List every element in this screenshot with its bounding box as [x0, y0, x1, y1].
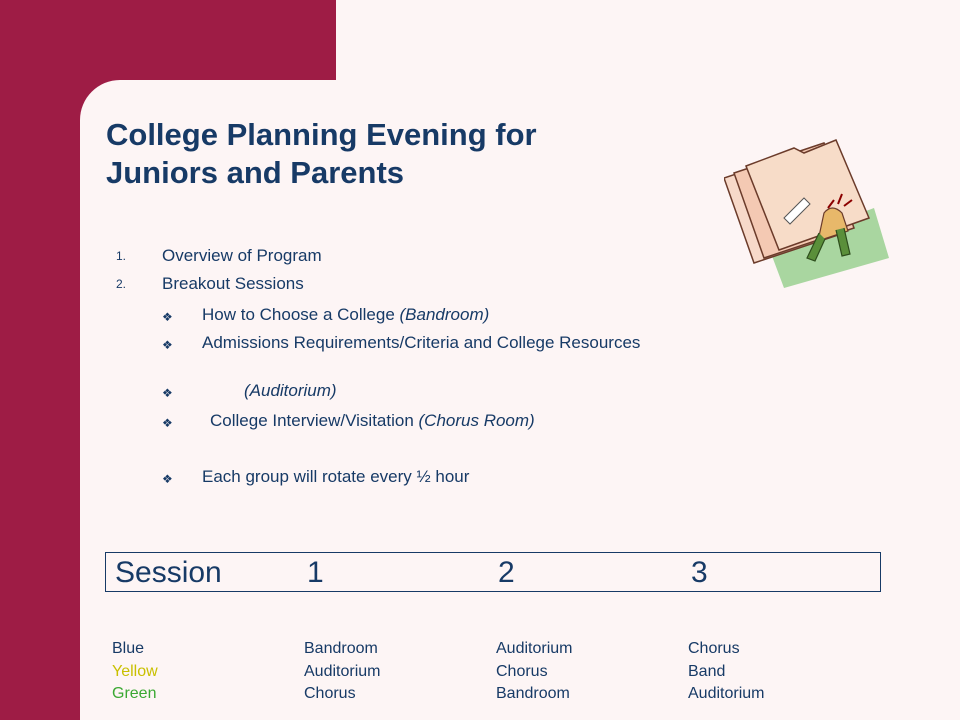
diamond-bullet-icon: ❖ [162, 472, 173, 486]
session-col-3: 3 [691, 556, 708, 589]
schedule-cell: Auditorium [688, 685, 765, 702]
diamond-bullet-icon: ❖ [162, 310, 173, 324]
schedule-cell: Chorus [304, 685, 356, 702]
group-label-green: Green [112, 685, 157, 702]
title-line-1: College Planning Evening for [106, 117, 537, 152]
bullet-text [202, 466, 469, 488]
schedule-cell: Auditorium [304, 663, 381, 680]
person-carrying-folders-clipart [724, 138, 894, 288]
bullet-text [202, 304, 489, 326]
slide-title [106, 116, 706, 192]
bullet-main: Each group will rotate every ½ hour [202, 467, 470, 486]
bullet-text [202, 332, 672, 354]
bullet-main: Admissions Requirements/Criteria and College Resources [202, 333, 641, 352]
bullet-main: College Interview/Visitation [210, 411, 419, 430]
session-header-bar [105, 552, 881, 592]
diamond-bullet-icon: ❖ [162, 338, 173, 352]
item-number: 2. [116, 277, 127, 291]
bullet-text [244, 380, 337, 402]
bullet-note: (Chorus Room) [418, 411, 535, 430]
schedule-cell: Chorus [496, 663, 548, 680]
session-col-1: 1 [307, 556, 324, 589]
bullet-main: How to Choose a College [202, 305, 400, 324]
item-text: Overview of Program [162, 246, 322, 265]
diamond-bullet-icon: ❖ [162, 386, 173, 400]
schedule-cell: Bandroom [304, 640, 378, 657]
bullet-note: (Bandroom) [399, 305, 490, 324]
schedule-cell: Bandroom [496, 685, 570, 702]
schedule-cell: Auditorium [496, 640, 573, 657]
session-label: Session [115, 556, 222, 589]
diamond-bullet-icon: ❖ [162, 416, 173, 430]
title-line-2: Juniors and Parents [106, 155, 405, 190]
bullet-note: (Auditorium) [244, 381, 337, 400]
group-label-yellow: Yellow [112, 663, 158, 680]
bullet-text [210, 410, 535, 432]
schedule-cell: Chorus [688, 640, 740, 657]
schedule-cell: Band [688, 663, 726, 680]
item-text: Breakout Sessions [162, 274, 304, 293]
group-label-blue: Blue [112, 640, 145, 657]
item-number: 1. [116, 249, 127, 263]
session-col-2: 2 [498, 556, 515, 589]
